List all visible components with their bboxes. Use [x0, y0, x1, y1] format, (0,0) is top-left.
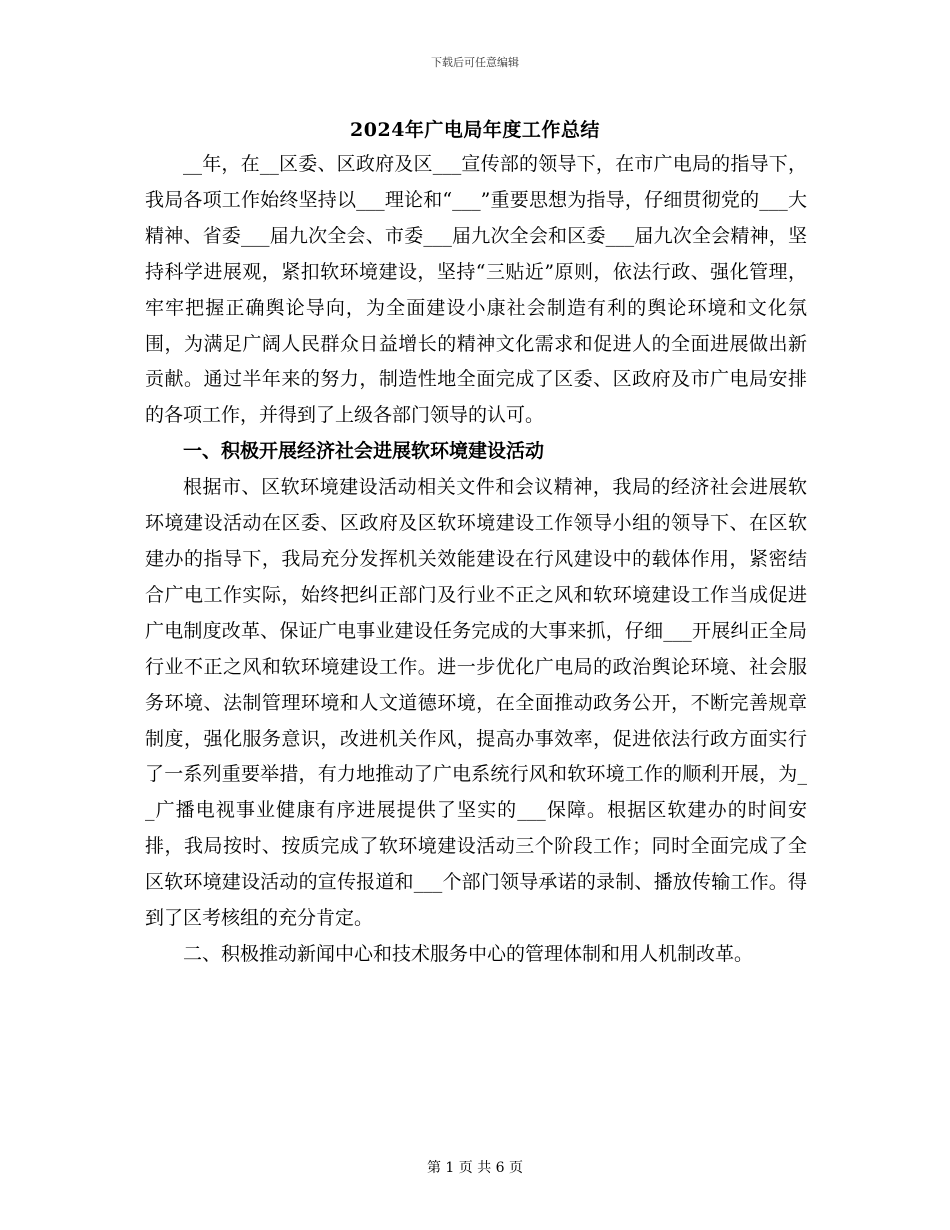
section-heading-1: 一、积极开展经济社会进展软环境建设活动: [183, 440, 545, 463]
intro-paragraph: __年，在__区委、区政府及区___宣传部的领导下，在市广电局的指导下，我局各项工作始终坚持以___理论和“___”重要思想为指导，仔细贯彻党的___大精神、省委___届九次全会、市委___届九次全会和区委___届九次全会精神，坚持科学进展观，紧扣软环境建设，坚持“三贴近”原则，依法行政、强化管理，牢牢把握正确舆论导向，为全面建设小康社会制造有利的舆论环境和文化氛围，为满足广阔人民群众日益增长的精神文化需求和促进人的全面进展做出新贡献。通过半年来的努力，制造性地全面完成了区委、区政府及市广电局安排的各项工作，并得到了上级各部门领导的认可。: [145, 153, 807, 427]
page-number: 第 1 页 共 6 页: [426, 1160, 524, 1176]
document-body: [145, 147, 807, 973]
document-title: 2024年广电局年度工作总结: [350, 119, 600, 141]
section-1-paragraph: 根据市、区软环境建设活动相关文件和会议精神，我局的经济社会进展软环境建设活动在区委、区政府及区软环境建设工作领导小组的领导下、在区软建办的指导下，我局充分发挥机关效能建设在行风建设中的载体作用，紧密结合广电工作实际，始终把纠正部门及行业不正之风和软环境建设工作当成促进广电制度改革、保证广电事业建设任务完成的大事来抓，仔细___开展纠正全局行业不正之风和软环境建设工作。进一步优化广电局的政治舆论环境、社会服务环境、法制管理环境和人文道德环境，在全面推动政务公开，不断完善规章制度，强化服务意识，改进机关作风，提高办事效率，促进依法行政方面实行了一系列重要举措，有力地推动了广电系统行风和软环境工作的顺利开展，为__广播电视事业健康有序进展提供了坚实的___保障。根据区软建办的时间安排，我局按时、按质完成了软环境建设活动三个阶段工作；同时全面完成了全区软环境建设活动的宣传报道和___个部门领导承诺的录制、播放传输工作。得到了区考核组的充分肯定。: [145, 476, 807, 930]
page-header: 下载后可任意编辑: [431, 56, 519, 69]
section-heading-2: 二、积极推动新闻中心和技术服务中心的管理体制和用人机制改革。: [183, 942, 754, 965]
